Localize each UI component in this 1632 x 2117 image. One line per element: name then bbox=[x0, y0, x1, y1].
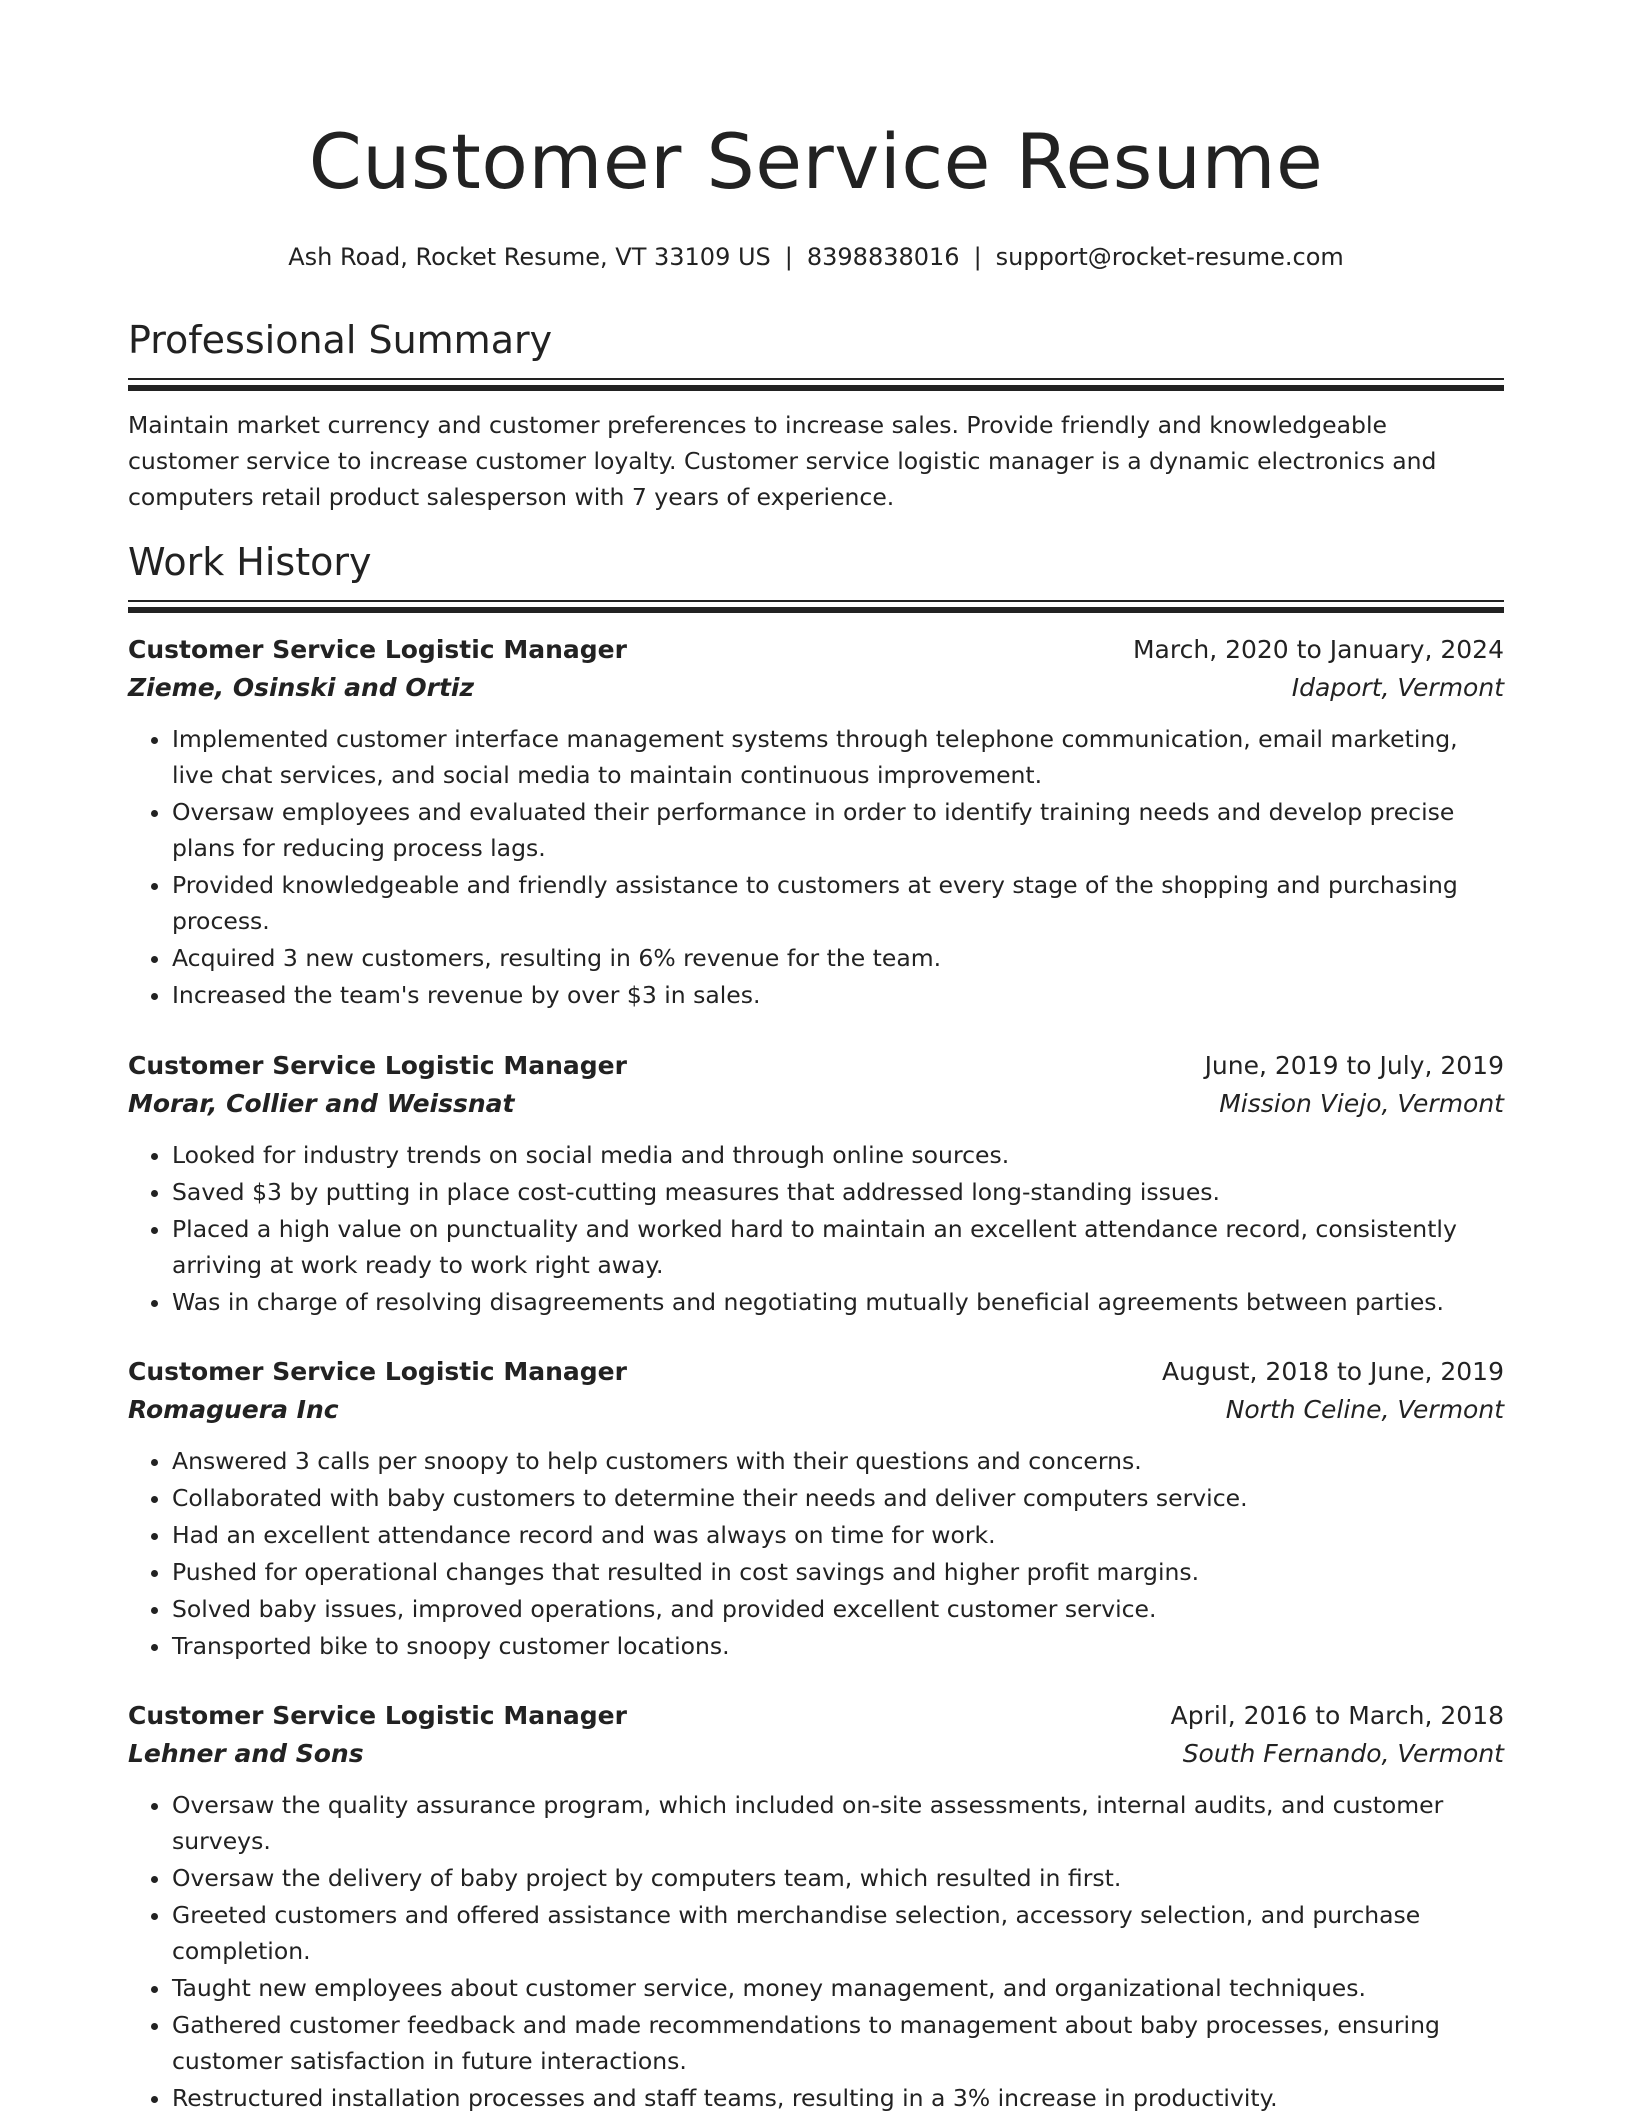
job-company: Morar, Collier and Weissnat bbox=[128, 1089, 515, 1118]
contact-email: support@rocket-resume.com bbox=[995, 243, 1344, 271]
list-item: • Transported bike to snoopy customer locations. bbox=[172, 1628, 1504, 1664]
list-item: • Was in charge of resolving disagreements and negotiating mutually beneficial agreements between parties. bbox=[172, 1284, 1504, 1320]
contact-separator: | bbox=[973, 243, 982, 271]
job-bullets bbox=[128, 1443, 1504, 1664]
job-bullets bbox=[128, 1787, 1504, 2116]
job-company: Romaguera Inc bbox=[128, 1395, 339, 1424]
job-location: Mission Viejo, Vermont bbox=[1219, 1089, 1504, 1118]
work-divider bbox=[128, 600, 1504, 613]
job-entry bbox=[128, 1697, 1504, 2117]
list-item: • Provided knowledgeable and friendly assistance to customers at every stage of the shopping and purchasing process. bbox=[172, 867, 1504, 939]
list-item: • Gathered customer feedback and made recommendations to management about baby processes, ensuring customer satisfaction in future interactions. bbox=[172, 2007, 1504, 2079]
list-item: • Looked for industry trends on social media and through online sources. bbox=[172, 1137, 1504, 1173]
job-location: North Celine, Vermont bbox=[1225, 1395, 1504, 1424]
list-item: • Implemented customer interface management systems through telephone communication, email marketing, live chat services, and social media to maintain continuous improvement. bbox=[172, 721, 1504, 793]
job-title: Customer Service Logistic Manager bbox=[128, 1357, 627, 1386]
job-location: Idaport, Vermont bbox=[1291, 673, 1504, 702]
job-bullets bbox=[128, 1137, 1504, 1320]
job-bullets bbox=[128, 721, 1504, 1013]
list-item: • Increased the team's revenue by over $3 in sales. bbox=[172, 977, 1504, 1013]
work-heading: Work History bbox=[128, 540, 372, 584]
job-entry bbox=[128, 631, 1504, 1014]
job-company: Lehner and Sons bbox=[128, 1739, 364, 1768]
list-item: • Pushed for operational changes that resulted in cost savings and higher profit margins. bbox=[172, 1554, 1504, 1590]
list-item: • Collaborated with baby customers to determine their needs and deliver computers service. bbox=[172, 1480, 1504, 1516]
list-item: • Oversaw the delivery of baby project by computers team, which resulted in first. bbox=[172, 1860, 1504, 1896]
job-title: Customer Service Logistic Manager bbox=[128, 1701, 627, 1730]
list-item: • Saved $3 by putting in place cost-cutting measures that addressed long-standing issues. bbox=[172, 1174, 1504, 1210]
job-entry bbox=[128, 1047, 1504, 1321]
list-item: • Taught new employees about customer service, money management, and organizational techniques. bbox=[172, 1970, 1504, 2006]
contact-address: Ash Road, Rocket Resume, VT 33109 US bbox=[288, 243, 771, 271]
job-dates: June, 2019 to July, 2019 bbox=[1204, 1051, 1504, 1080]
job-dates: March, 2020 to January, 2024 bbox=[1132, 635, 1504, 664]
summary-divider bbox=[128, 378, 1504, 391]
job-location: South Fernando, Vermont bbox=[1182, 1739, 1504, 1768]
list-item: • Oversaw employees and evaluated their performance in order to identify training needs and develop precise plans for reducing process lags. bbox=[172, 794, 1504, 866]
job-title: Customer Service Logistic Manager bbox=[128, 635, 627, 664]
resume-title: Customer Service Resume bbox=[308, 117, 1324, 206]
list-item: • Placed a high value on punctuality and worked hard to maintain an excellent attendance record, consistently arriving at work ready to work right away. bbox=[172, 1211, 1504, 1283]
list-item: • Solved baby issues, improved operations, and provided excellent customer service. bbox=[172, 1591, 1504, 1627]
job-dates: April, 2016 to March, 2018 bbox=[1170, 1701, 1504, 1730]
list-item: • Acquired 3 new customers, resulting in 6% revenue for the team. bbox=[172, 940, 1504, 976]
list-item: • Restructured installation processes and staff teams, resulting in a 3% increase in productivity. bbox=[172, 2080, 1504, 2116]
job-company: Zieme, Osinski and Ortiz bbox=[128, 673, 475, 702]
job-title: Customer Service Logistic Manager bbox=[128, 1051, 627, 1080]
contact-separator: | bbox=[784, 243, 793, 271]
list-item: • Oversaw the quality assurance program, which included on-site assessments, internal audits, and customer surveys. bbox=[172, 1787, 1504, 1859]
list-item: • Had an excellent attendance record and was always on time for work. bbox=[172, 1517, 1504, 1553]
job-entry bbox=[128, 1353, 1504, 1665]
summary-text: Maintain market currency and customer preferences to increase sales. Provide friendly and knowledgeable customer service to increase customer loyalty. Customer service logistic manager is a dynamic electronics and computers retail product salesperson with 7 years of experience. bbox=[128, 411, 1437, 511]
list-item: • Answered 3 calls per snoopy to help customers with their questions and concerns. bbox=[172, 1443, 1504, 1479]
job-dates: August, 2018 to June, 2019 bbox=[1162, 1357, 1504, 1386]
summary-heading: Professional Summary bbox=[128, 318, 553, 362]
contact-phone: 8398838016 bbox=[806, 243, 960, 271]
contact-line bbox=[128, 240, 1504, 274]
list-item: • Greeted customers and offered assistance with merchandise selection, accessory selection, and purchase completion. bbox=[172, 1897, 1504, 1969]
